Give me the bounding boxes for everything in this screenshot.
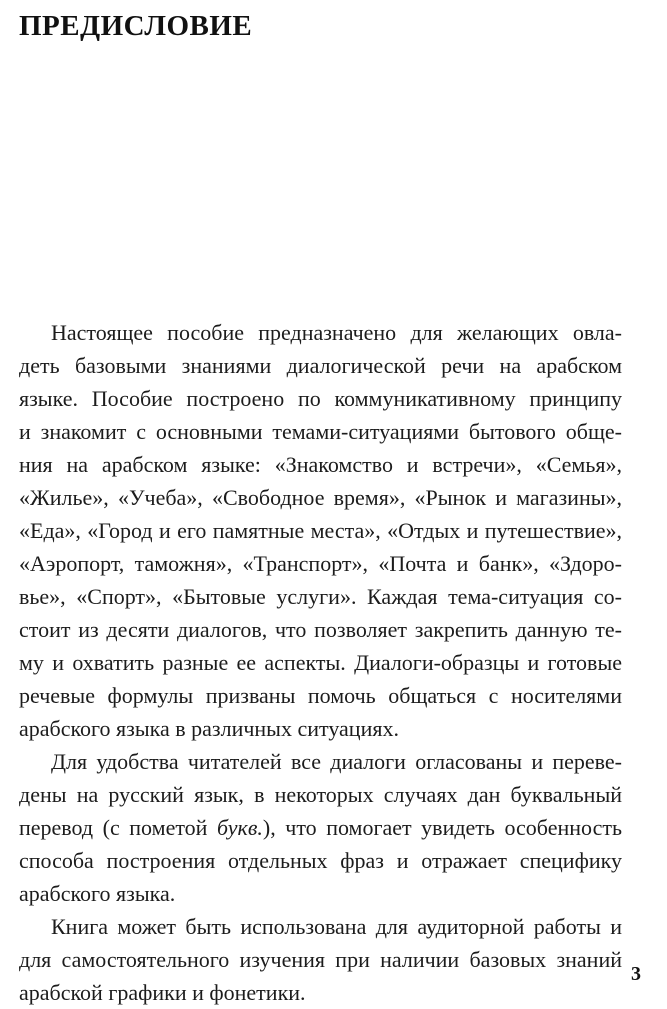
paragraph-1-line-1: Настоящее пособие предназначено для желающих овла- <box>51 320 622 345</box>
paragraph-1-line-12: речевые формулы призваны помочь общаться с носителями <box>19 683 622 708</box>
paragraph-1-line-7: «Еда», «Город и его памятные места», «Отдых и путешествие», <box>19 518 622 543</box>
paragraph-1-line-8: «Аэропорт, таможня», «Транспорт», «Почта и банк», «Здоро- <box>19 551 622 576</box>
paragraph-3-line-3: арабской графики и фонетики. <box>19 980 306 1005</box>
paragraph-1-line-11: му и охватить разные ее аспекты. Диалоги-образцы и готовые <box>19 650 622 675</box>
paragraph-1-line-10: стоит из десяти диалогов, что позволяет закрепить данную те- <box>19 617 622 642</box>
paragraph-2-line-3: перевод (с пометой букв.), что помогает увидеть особенность <box>19 815 622 840</box>
paragraph-3-line-1: Книга может быть использована для аудиторной работы и <box>51 914 622 939</box>
paragraph-2-line-2: дены на русский язык, в некоторых случаях дан буквальный <box>19 782 622 807</box>
paragraph-1-line-4: и знакомит с основными темами-ситуациями бытового обще- <box>19 419 622 444</box>
paragraph-1-line-3: языке. Пособие построено по коммуникативному принципу <box>19 386 622 411</box>
paragraph-2-line-5: арабского языка. <box>19 881 176 906</box>
paragraph-1-line-9: вье», «Спорт», «Бытовые услуги». Каждая тема-ситуация со- <box>19 584 622 609</box>
paragraph-2-line-1: Для удобства читателей все диалоги огласованы и переве- <box>51 749 622 774</box>
paragraph-1-line-6: «Жилье», «Учеба», «Свободное время», «Рынок и магазины», <box>19 485 622 510</box>
paragraph-3-line-2: для самостоятельного изучения при наличии базовых знаний <box>19 947 622 972</box>
paragraph-2-line-4: способа построения отдельных фраз и отражает специфику <box>19 848 622 873</box>
paragraph-1-line-2: деть базовыми знаниями диалогической речи на арабском <box>19 353 622 378</box>
page-title: ПРЕДИСЛОВИЕ <box>19 10 253 42</box>
abbreviation-bukv: букв. <box>216 815 263 840</box>
paragraph-1-line-13: арабского языка в различных ситуациях. <box>19 716 399 741</box>
page-number: 3 <box>631 963 641 985</box>
paragraph-1-line-5: ния на арабском языке: «Знакомство и встречи», «Семья», <box>19 452 622 477</box>
